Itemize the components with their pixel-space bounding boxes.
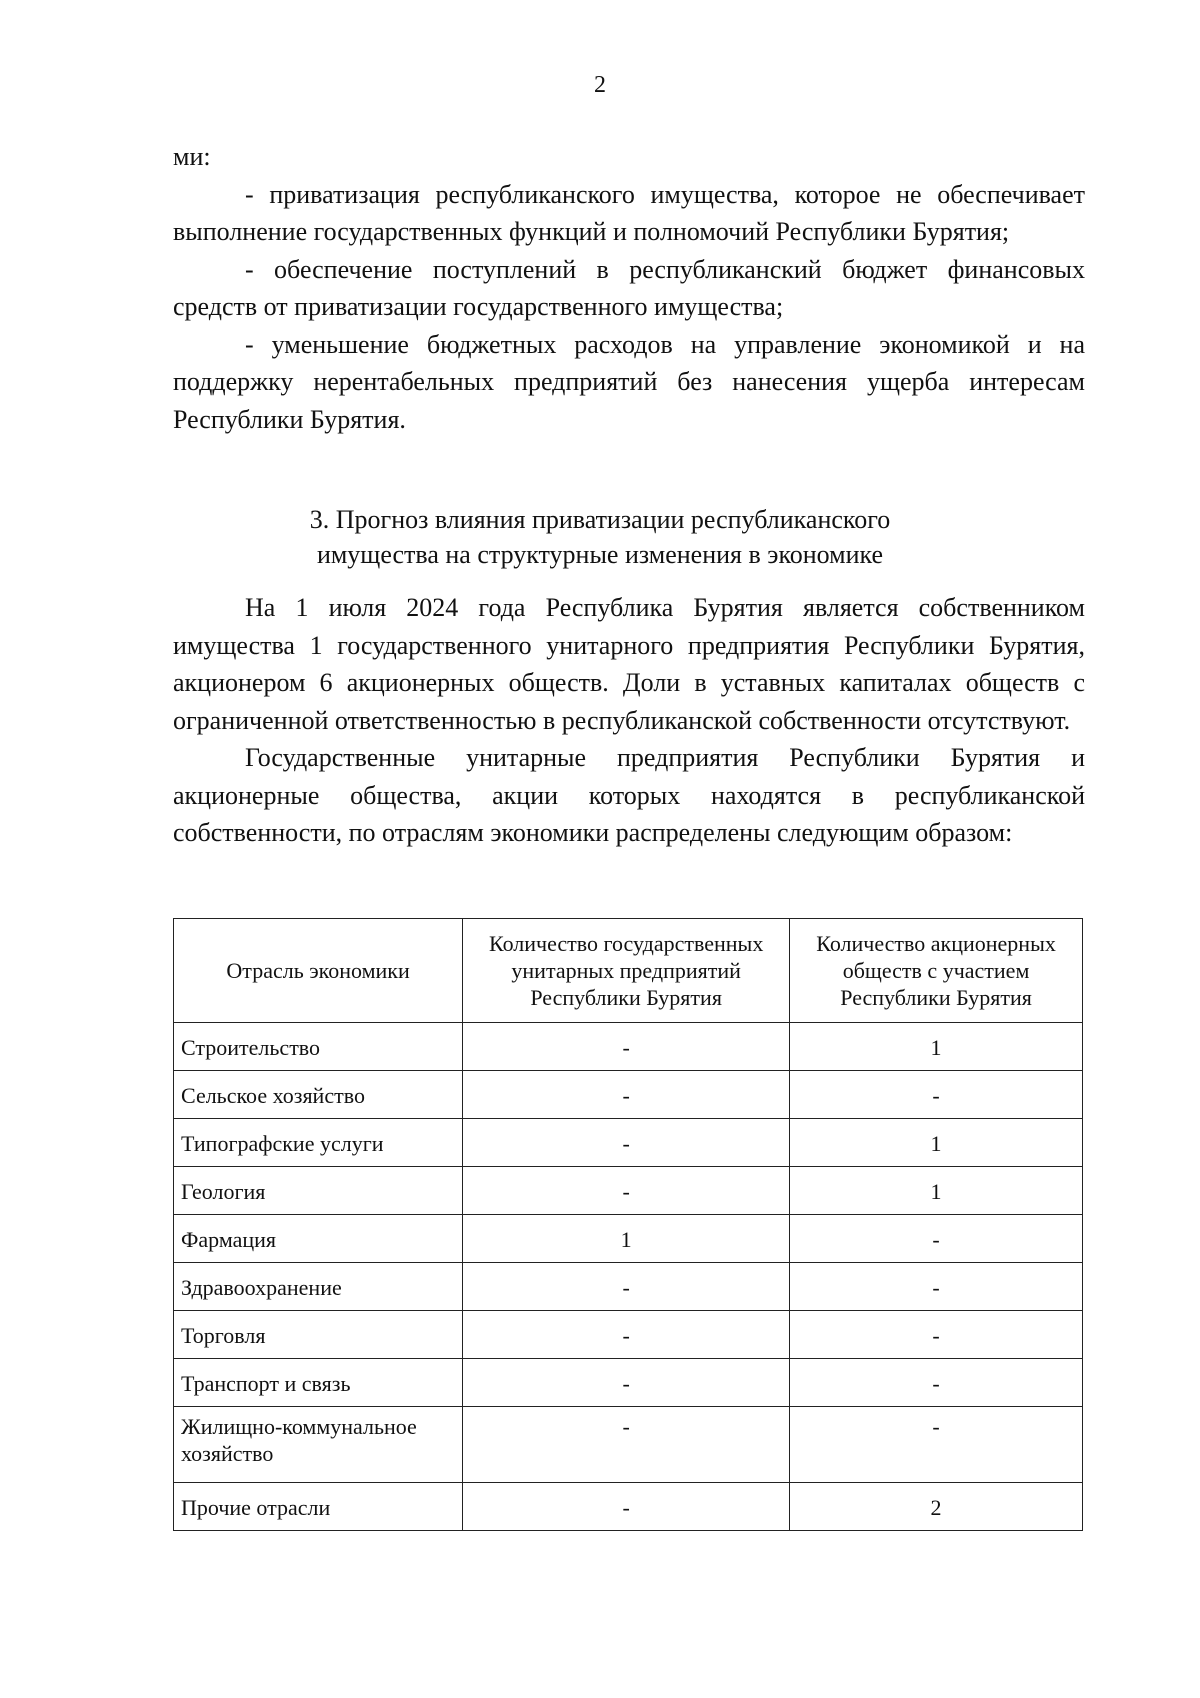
- paragraph-distribution: Государственные унитарные предприятия Республики Бурятия и акционерные общества, акции которых находятся в республиканской собственности, по отраслям экономики распределены следующим образом:: [173, 743, 1085, 847]
- bullet-budget-revenue: - обеспечение поступлений в республиканский бюджет финансовых средств от приватизации государственного имущества;: [173, 254, 1085, 321]
- table-row: [174, 1023, 1083, 1071]
- table-row: [174, 1483, 1083, 1531]
- header-industry: Отрасль экономики: [174, 919, 463, 1023]
- industry-name: Транспорт и связь: [174, 1359, 463, 1407]
- bullet-expense-reduction: - уменьшение бюджетных расходов на управление экономикой и на поддержку нерентабельных предприятий без нанесения ущерба интересам Республики Бурятия.: [173, 329, 1085, 434]
- jsc-count: -: [790, 1311, 1083, 1359]
- unitary-count: -: [463, 1023, 790, 1071]
- table-row: [174, 1215, 1083, 1263]
- table-header-row: [174, 919, 1083, 1023]
- bullet-privatization: - приватизация республиканского имущества, которое не обеспечивает выполнение государственных функций и полномочий Республики Бурятия;: [173, 179, 1085, 246]
- industry-name: Геология: [174, 1167, 463, 1215]
- jsc-count: -: [790, 1071, 1083, 1119]
- line-fragment: ми:: [173, 142, 211, 171]
- unitary-count: -: [463, 1119, 790, 1167]
- header-unitary-enterprises: Количество государственных унитарных предприятий Республики Бурятия: [463, 919, 790, 1023]
- unitary-count: -: [463, 1263, 790, 1311]
- table-row: [174, 1071, 1083, 1119]
- jsc-count: 1: [790, 1167, 1083, 1215]
- page-number: 2: [594, 72, 606, 98]
- intro-block: [173, 138, 1085, 438]
- industry-name: Фармация: [174, 1215, 463, 1263]
- industry-name: Типографские услуги: [174, 1119, 463, 1167]
- unitary-count: -: [463, 1407, 790, 1483]
- table-row: [174, 1407, 1083, 1483]
- unitary-count: -: [463, 1483, 790, 1531]
- jsc-count: -: [790, 1263, 1083, 1311]
- unitary-count: -: [463, 1071, 790, 1119]
- jsc-count: -: [790, 1215, 1083, 1263]
- unitary-count: 1: [463, 1215, 790, 1263]
- jsc-count: -: [790, 1407, 1083, 1483]
- table-row: [174, 1167, 1083, 1215]
- section-heading: [0, 502, 1200, 572]
- header-joint-stock-companies: Количество акционерных обществ с участием Республики Бурятия: [790, 919, 1083, 1023]
- industry-name: Прочие отрасли: [174, 1483, 463, 1531]
- table-row: [174, 1119, 1083, 1167]
- jsc-count: 1: [790, 1023, 1083, 1071]
- section-heading-line-1: 3. Прогноз влияния приватизации республиканского: [309, 505, 891, 534]
- table-row: [174, 1359, 1083, 1407]
- industry-name: Сельское хозяйство: [174, 1071, 463, 1119]
- table-row: [174, 1311, 1083, 1359]
- industry-name: Здравоохранение: [174, 1263, 463, 1311]
- paragraph-ownership: На 1 июля 2024 года Республика Бурятия является собственником имущества 1 государственного унитарного предприятия Республики Бурятия, акционером 6 акционерных обществ. Доли в уставных капиталах обществ с ограниченной ответственностью в республиканской собственности отсутствуют.: [173, 593, 1085, 735]
- industry-name: Строительство: [174, 1023, 463, 1071]
- jsc-count: 2: [790, 1483, 1083, 1531]
- unitary-count: -: [463, 1359, 790, 1407]
- unitary-count: -: [463, 1167, 790, 1215]
- jsc-count: -: [790, 1359, 1083, 1407]
- unitary-count: -: [463, 1311, 790, 1359]
- jsc-count: 1: [790, 1119, 1083, 1167]
- table-row: [174, 1263, 1083, 1311]
- industry-name: Торговля: [174, 1311, 463, 1359]
- section-heading-line-2: имущества на структурные изменения в экономике: [316, 540, 884, 569]
- industry-name: Жилищно-коммунальное хозяйство: [174, 1407, 463, 1483]
- industry-table: [173, 918, 1083, 1531]
- section-body: [173, 589, 1085, 852]
